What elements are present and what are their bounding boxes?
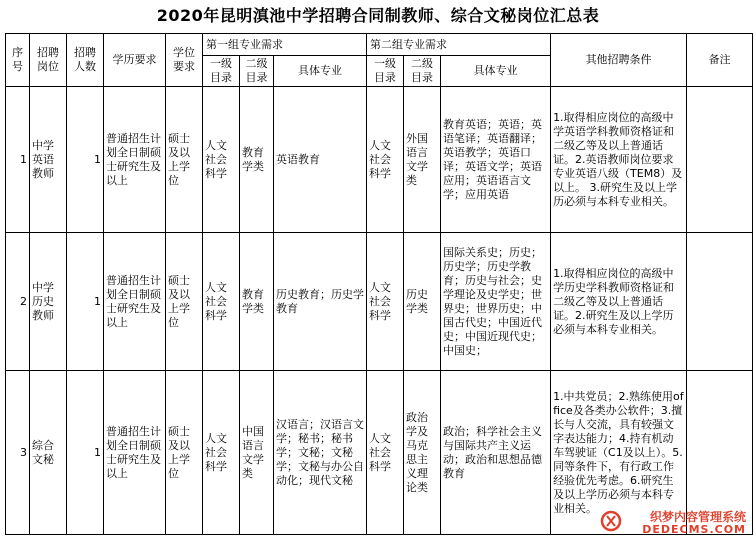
- cell-degree: 硕士及以上学位: [166, 87, 203, 233]
- cell-other: 1.取得相应岗位的高级中学历史学科教师资格证和二级乙等及以上普通话证。2.研究生及以上学历必须与本科专业相关。: [551, 233, 687, 371]
- cell-seq: 1: [6, 87, 30, 233]
- header-group2: 第二组专业需求: [367, 34, 551, 56]
- recruitment-table: [5, 33, 753, 535]
- cell-g1-level2: 中国语言文学类: [240, 371, 274, 535]
- cell-g1-level2: 教育学类: [240, 87, 274, 233]
- watermark: [600, 508, 750, 536]
- cell-count: 1: [67, 233, 104, 371]
- cell-seq: 3: [6, 371, 30, 535]
- cell-g1-level1: 人文社会科学: [203, 233, 240, 371]
- cell-education: 普通招生计划全日制硕士研究生及以上: [104, 233, 166, 371]
- cell-g2-level2: 政治学及马克思主义理论类: [404, 371, 441, 535]
- table-row: [6, 233, 753, 371]
- header-seq: 序号: [6, 34, 30, 87]
- cell-post: 综合文秘: [30, 371, 67, 535]
- cell-g2-level1: 人文社会科学: [367, 233, 404, 371]
- header-remarks: 备注: [687, 34, 753, 87]
- header-degree: 学位要求: [166, 34, 203, 87]
- cell-education: 普通招生计划全日制硕士研究生及以上: [104, 371, 166, 535]
- cell-post: 中学历史教师: [30, 233, 67, 371]
- header-post: 招聘岗位: [30, 34, 67, 87]
- header-other: 其他招聘条件: [551, 34, 687, 87]
- cell-degree: 硕士及以上学位: [166, 371, 203, 535]
- dedecms-logo-icon: [600, 510, 622, 532]
- cell-count: 1: [67, 371, 104, 535]
- header-g1-level2: 二级目录: [240, 56, 274, 87]
- cell-degree: 硕士及以上学位: [166, 233, 203, 371]
- cell-post: 中学英语教师: [30, 87, 67, 233]
- cell-g1-specific: 历史教育；历史学教育: [274, 233, 367, 371]
- cell-g1-level1: 人文社会科学: [203, 371, 240, 535]
- cell-g2-specific: 国际关系史；历史；历史学；历史学教育；历史与社会；史学理论及史学史；世界史；世界历史；中国古代史；中国近代史；中国近现代史；中国史；: [441, 233, 551, 371]
- cell-g2-specific: 政治；科学社会主义与国际共产主义运动；政治和思想品德教育: [441, 371, 551, 535]
- header-g2-level1: 一级目录: [367, 56, 404, 87]
- cell-g2-level2: 历史学类: [404, 233, 441, 371]
- cell-seq: 2: [6, 233, 30, 371]
- cell-g1-level1: 人文社会科学: [203, 87, 240, 233]
- cell-education: 普通招生计划全日制硕士研究生及以上: [104, 87, 166, 233]
- header-group1: 第一组专业需求: [203, 34, 367, 56]
- header-g2-level2: 二级目录: [404, 56, 441, 87]
- page-title: 2020年昆明滇池中学招聘合同制教师、综合文秘岗位汇总表: [156, 6, 600, 25]
- cell-count: 1: [67, 87, 104, 233]
- cell-other: 1.中共党员；2.熟练使用office及各类办公软件；3.擅长与人交流，具有较强文字表达能力；4.持有机动车驾驶证（C1及以上）。5.同等条件下，有行政工作经验优先考虑。6.研究生及以上学历必须与本科专业相关。: [551, 371, 687, 535]
- cell-g1-level2: 教育学类: [240, 233, 274, 371]
- cell-remarks: [687, 87, 753, 233]
- watermark-domain: DEDECMS.COM: [642, 523, 746, 536]
- watermark-text: 织梦内容管理系统: [649, 510, 746, 524]
- header-g1-level1: 一级目录: [203, 56, 240, 87]
- cell-g2-level1: 人文社会科学: [367, 87, 404, 233]
- cell-g2-level1: 人文社会科学: [367, 371, 404, 535]
- cell-g2-level2: 外国语言文学类: [404, 87, 441, 233]
- table-row: [6, 87, 753, 233]
- header-g2-specific: 具体专业: [441, 56, 551, 87]
- cell-g1-specific: 汉语言；汉语言文学；秘书；秘书学；文秘；文秘学；文秘与办公自动化；现代文秘: [274, 371, 367, 535]
- cell-g2-specific: 教育英语；英语；英语笔译；英语翻译；英语教学；英语口译；英语文学；英语应用；英语语言文学；应用英语: [441, 87, 551, 233]
- header-education: 学历要求: [104, 34, 166, 87]
- header-g1-specific: 具体专业: [274, 56, 367, 87]
- cell-other: 1.取得相应岗位的高级中学英语学科教师资格证和二级乙等及以上普通话证。2.英语教师岗位要求专业英语八级（TEM8）及以上。 3.研究生及以上学历必须与本科专业相关。: [551, 87, 687, 233]
- cell-remarks: [687, 233, 753, 371]
- cell-g1-specific: 英语教育: [274, 87, 367, 233]
- header-count: 招聘人数: [67, 34, 104, 87]
